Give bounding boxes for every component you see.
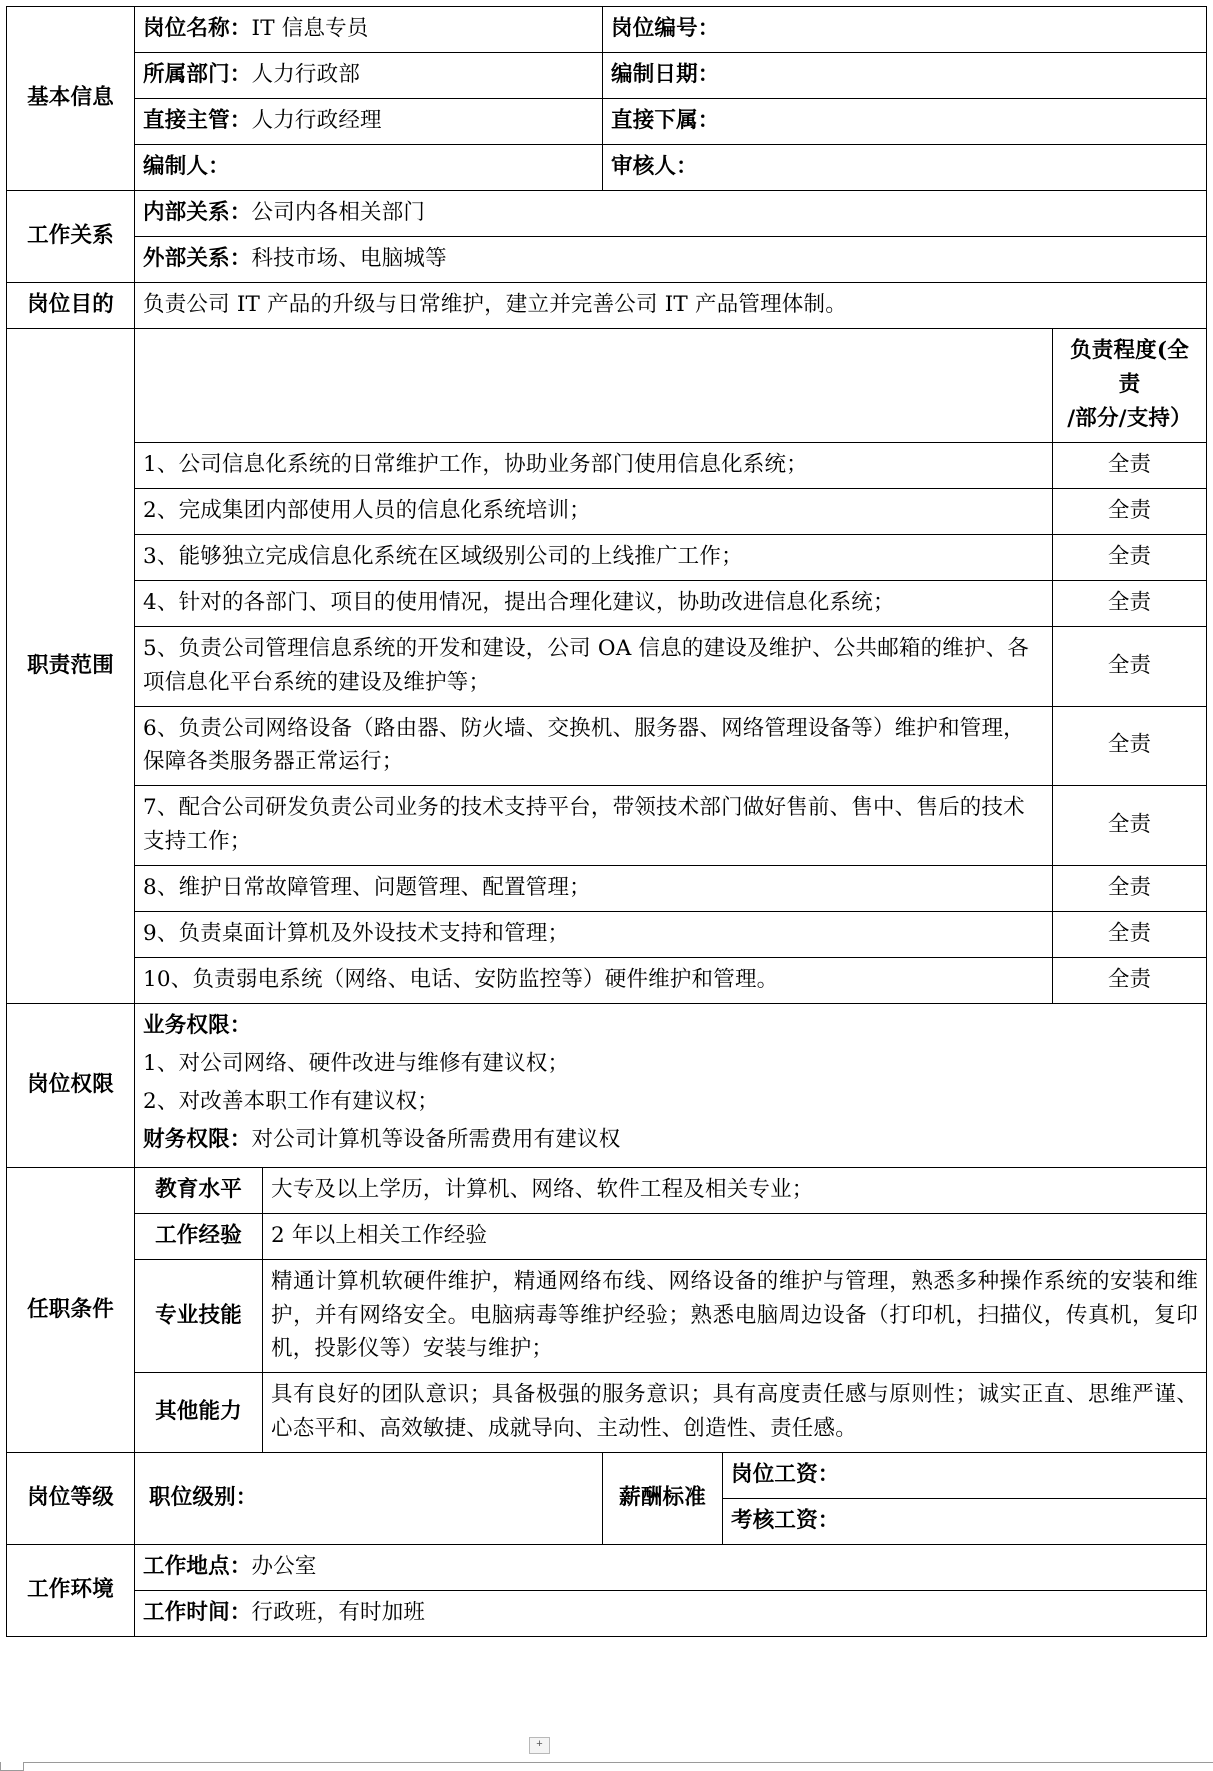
field-value-job-title[interactable]: IT 信息专员	[251, 16, 369, 41]
table-row-qual-education	[7, 1167, 1207, 1213]
section-header-work-environment: 工作环境	[7, 1545, 135, 1637]
duty-item-text[interactable]: 8、维护日常故障管理、问题管理、配置管理；	[135, 866, 1053, 912]
section-header-job-purpose: 岗位目的	[7, 282, 135, 328]
field-label-job-code: 岗位编号：	[611, 16, 720, 41]
authority-business-item[interactable]: 2、对改善本职工作有建议权；	[143, 1088, 439, 1114]
table-row-duty-4	[7, 580, 1207, 626]
table-row-job-level-post-salary	[7, 1453, 1207, 1499]
section-header-authority: 岗位权限	[7, 1004, 135, 1167]
field-job-code	[603, 7, 1207, 53]
field-appraisal-salary[interactable]	[723, 1499, 1207, 1545]
duty-item-degree[interactable]: 全责	[1053, 866, 1207, 912]
duty-item-text[interactable]: 7、配合公司研发负责公司业务的技术支持平台，带领技术部门做好售前、售中、售后的技术支持工作；	[135, 786, 1053, 866]
field-department	[135, 52, 603, 98]
section-header-job-level: 岗位等级	[7, 1453, 135, 1545]
authority-finance-line	[143, 1123, 1198, 1158]
duty-item-degree[interactable]: 全责	[1053, 958, 1207, 1004]
duty-item-degree[interactable]: 全责	[1053, 912, 1207, 958]
field-label-prepared-by: 编制人：	[143, 153, 230, 179]
duty-item-text[interactable]: 6、负责公司网络设备（路由器、防火墙、交换机、服务器、网络管理设备等）维护和管理，保障各类服务器正常运行；	[135, 706, 1053, 786]
qualification-label-experience: 工作经验	[135, 1213, 263, 1259]
add-page-button[interactable]: +	[529, 1737, 550, 1754]
field-value-department[interactable]: 人力行政部	[251, 61, 361, 87]
field-label-work-location: 工作地点：	[143, 1554, 252, 1580]
job-description-table	[6, 6, 1207, 1637]
field-value-internal-relations[interactable]: 公司内各相关部门	[251, 199, 426, 225]
table-row-duty-9	[7, 912, 1207, 958]
field-label-work-hours: 工作时间：	[143, 1600, 252, 1626]
authority-business-label-text: 业务权限：	[143, 1013, 252, 1039]
section-header-work-relations: 工作关系	[7, 190, 135, 282]
duties-column-header-degree	[1053, 328, 1207, 442]
field-label-internal-relations: 内部关系：	[143, 199, 252, 225]
section-header-qualifications: 任职条件	[7, 1167, 135, 1453]
field-label-direct-supervisor: 直接主管：	[143, 107, 252, 133]
table-row-job-purpose	[7, 282, 1207, 328]
duties-degree-header-line1: 负责程度(全责	[1070, 337, 1189, 397]
duty-item-text[interactable]: 4、针对的各部门、项目的使用情况，提出合理化建议，协助改进信息化系统；	[135, 580, 1053, 626]
field-label-post-salary: 岗位工资：	[731, 1462, 840, 1488]
table-row-authority	[7, 1004, 1207, 1167]
field-value-work-hours[interactable]: 行政班，有时加班	[251, 1600, 426, 1626]
duty-item-text[interactable]: 2、完成集团内部使用人员的信息化系统培训；	[135, 488, 1053, 534]
duty-item-degree[interactable]: 全责	[1053, 442, 1207, 488]
qualification-value-other-abilities[interactable]: 具有良好的团队意识；具备极强的服务意识；具有高度责任感与原则性；诚实正直、思维严谨、心态平和、高效敏捷、成就导向、主动性、创造性、责任感。	[263, 1373, 1207, 1453]
field-value-direct-supervisor[interactable]: 人力行政经理	[251, 107, 382, 133]
table-row-duty-10	[7, 958, 1207, 1004]
field-value-external-relations[interactable]: 科技市场、电脑城等	[251, 245, 447, 271]
table-row-duty-1	[7, 442, 1207, 488]
authority-finance-text[interactable]: 对公司计算机等设备所需费用有建议权	[251, 1126, 621, 1152]
duty-item-degree[interactable]: 全责	[1053, 534, 1207, 580]
duty-item-text[interactable]: 5、负责公司管理信息系统的开发和建设，公司 OA 信息的建设及维护、公共邮箱的维护、各项信息化平台系统的建设及维护等；	[135, 626, 1053, 706]
field-label-direct-reports: 直接下属：	[611, 107, 720, 133]
duty-item-degree[interactable]: 全责	[1053, 706, 1207, 786]
field-position-level[interactable]: 职位级别：	[135, 1453, 603, 1545]
table-row-duty-8	[7, 866, 1207, 912]
field-label-external-relations: 外部关系：	[143, 245, 252, 271]
qualification-label-education: 教育水平	[135, 1167, 263, 1213]
duty-item-text[interactable]: 9、负责桌面计算机及外设技术支持和管理；	[135, 912, 1053, 958]
field-work-location	[135, 1545, 1207, 1591]
field-direct-reports	[603, 98, 1207, 144]
field-salary-standard: 薪酬标准	[603, 1453, 723, 1545]
duty-item-text[interactable]: 3、能够独立完成信息化系统在区域级别公司的上线推广工作；	[135, 534, 1053, 580]
duty-item-degree[interactable]: 全责	[1053, 580, 1207, 626]
field-work-hours	[135, 1591, 1207, 1637]
table-row-basic-1	[7, 7, 1207, 53]
table-row-environment-hours	[7, 1591, 1207, 1637]
field-post-salary[interactable]	[723, 1453, 1207, 1499]
field-prepared-by	[135, 144, 603, 190]
field-internal-relations	[135, 190, 1207, 236]
field-label-creation-date: 编制日期：	[611, 61, 720, 87]
authority-finance-label: 财务权限：	[143, 1126, 252, 1152]
field-label-job-title: 岗位名称：	[143, 16, 252, 41]
duties-degree-header-line2: /部分/支持）	[1067, 405, 1192, 431]
table-row-basic-3	[7, 98, 1207, 144]
table-row-duty-6	[7, 706, 1207, 786]
field-direct-supervisor	[135, 98, 603, 144]
table-row-qual-skills	[7, 1259, 1207, 1373]
table-row-basic-2	[7, 52, 1207, 98]
field-job-title	[135, 7, 603, 53]
duties-blank-header	[135, 328, 1053, 442]
qualification-value-education[interactable]: 大专及以上学历，计算机、网络、软件工程及相关专业；	[263, 1167, 1207, 1213]
qualification-value-experience[interactable]: 2 年以上相关工作经验	[263, 1213, 1207, 1259]
duty-item-text[interactable]: 1、公司信息化系统的日常维护工作，协助业务部门使用信息化系统；	[135, 442, 1053, 488]
duty-item-degree[interactable]: 全责	[1053, 786, 1207, 866]
duty-item-text[interactable]: 10、负责弱电系统（网络、电话、安防监控等）硬件维护和管理。	[135, 958, 1053, 1004]
field-value-job-purpose[interactable]: 负责公司 IT 产品的升级与日常维护，建立并完善公司 IT 产品管理体制。	[135, 282, 1207, 328]
field-creation-date	[603, 52, 1207, 98]
table-row-duty-5	[7, 626, 1207, 706]
table-row-duty-7	[7, 786, 1207, 866]
table-row-environment-location	[7, 1545, 1207, 1591]
qualification-label-skills: 专业技能	[135, 1259, 263, 1373]
qualification-value-skills[interactable]: 精通计算机软硬件维护，精通网络布线、网络设备的维护与管理，熟悉多种操作系统的安装和维护，并有网络安全。电脑病毒等维护经验；熟悉电脑周边设备（打印机，扫描仪，传真机，复印机，投影仪等）安装与维护；	[263, 1259, 1207, 1373]
table-row-duty-3	[7, 534, 1207, 580]
duty-item-degree[interactable]: 全责	[1053, 488, 1207, 534]
table-row-qual-experience	[7, 1213, 1207, 1259]
table-row-relations-external	[7, 236, 1207, 282]
section-header-duties: 职责范围	[7, 328, 135, 1004]
authority-business-item[interactable]: 1、对公司网络、硬件改进与维修有建议权；	[143, 1051, 570, 1077]
authority-business-label	[143, 1009, 1198, 1044]
field-reviewed-by	[603, 144, 1207, 190]
section-header-basic-info: 基本信息	[7, 7, 135, 191]
field-label-appraisal-salary: 考核工资：	[731, 1508, 840, 1534]
authority-content	[135, 1004, 1207, 1167]
table-row-qual-other	[7, 1373, 1207, 1453]
footer-divider	[0, 1762, 1213, 1763]
qualification-label-other-abilities: 其他能力	[135, 1373, 263, 1453]
table-row-duties-header	[7, 328, 1207, 442]
field-label-department: 所属部门：	[143, 61, 252, 87]
field-value-work-location[interactable]: 办公室	[251, 1554, 317, 1580]
field-label-reviewed-by: 审核人：	[611, 153, 698, 179]
field-external-relations	[135, 236, 1207, 282]
table-row-relations-internal	[7, 190, 1207, 236]
table-row-basic-4	[7, 144, 1207, 190]
duty-item-degree[interactable]: 全责	[1053, 626, 1207, 706]
table-row-duty-2	[7, 488, 1207, 534]
